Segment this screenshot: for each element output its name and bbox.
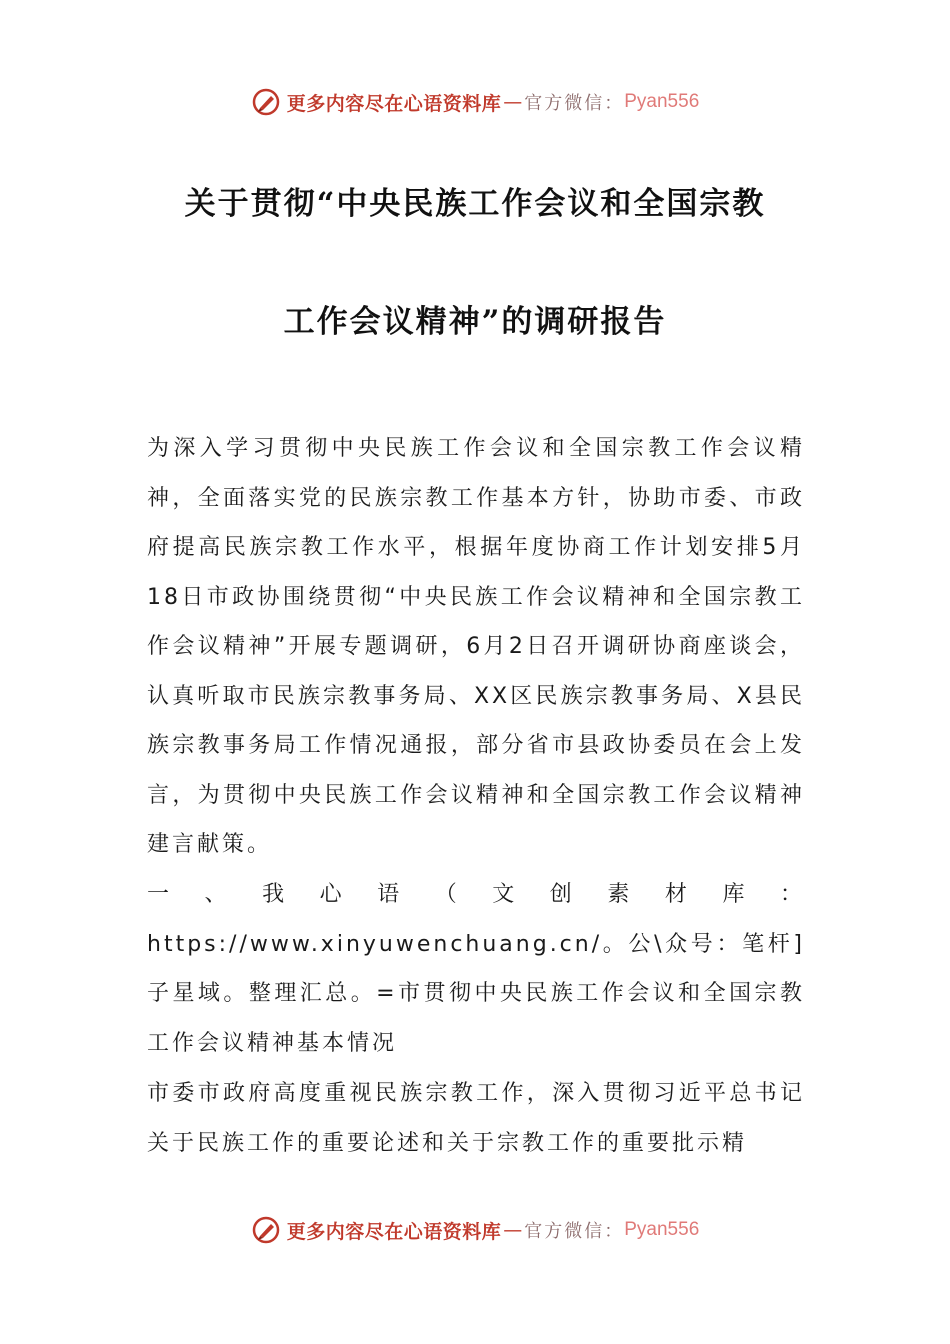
banner-dash: — <box>503 1219 523 1241</box>
pen-seal-icon <box>251 87 281 117</box>
banner-wechat-id: Pyan556 <box>624 91 700 112</box>
banner-official-label: 官方微信： <box>524 93 625 114</box>
paragraph-intro: 为深入学习贯彻中央民族工作会议和全国宗教工作会议精神，全面落实党的民族宗教工作基本方针，协助市委、市政府提高民族宗教工作水平，根据年度协商工作计划安排5月18日市政协围绕贯彻“中央民族工作会议精神和全国宗教工作会议精神”开展专题调研，6月2日召开调研协商座谈会，认真听取市民族宗教事务局、XX区民族宗教事务局、X县民族宗教事务局工作情况通报，部分省市县政协委员在会上发言，为贯彻中央民族工作会议精神和全国宗教工作会议精神建言献策。 <box>147 436 805 857</box>
banner-wechat-id: Pyan556 <box>624 1219 700 1240</box>
document-title-line-1: 关于贯彻“中央民族工作会议和全国宗教 <box>184 186 766 222</box>
banner-official-label: 官方微信： <box>524 1221 625 1242</box>
banner-dash: — <box>503 91 523 113</box>
document-title-line-2: 工作会议精神”的调研报告 <box>283 304 667 340</box>
footer-banner <box>0 1210 950 1250</box>
pen-seal-icon <box>251 1215 281 1245</box>
paragraph-body: 市委市政府高度重视民族宗教工作，深入贯彻习近平总书记关于民族工作的重要论述和关于宗教工作的重要批示精 <box>147 1081 805 1156</box>
header-banner <box>0 82 950 122</box>
banner-main-text: 更多内容尽在心语资料库 <box>286 92 502 115</box>
banner-main-text: 更多内容尽在心语资料库 <box>286 1220 502 1243</box>
paragraph-section-heading: 一、我心语（文创素材库：https://www.xinyuwenchuang.cn/。公\众号：笔杆]子星域。整理汇总。=市贯彻中央民族工作会议和全国宗教工作会议精神基本情况 <box>147 882 805 1056</box>
